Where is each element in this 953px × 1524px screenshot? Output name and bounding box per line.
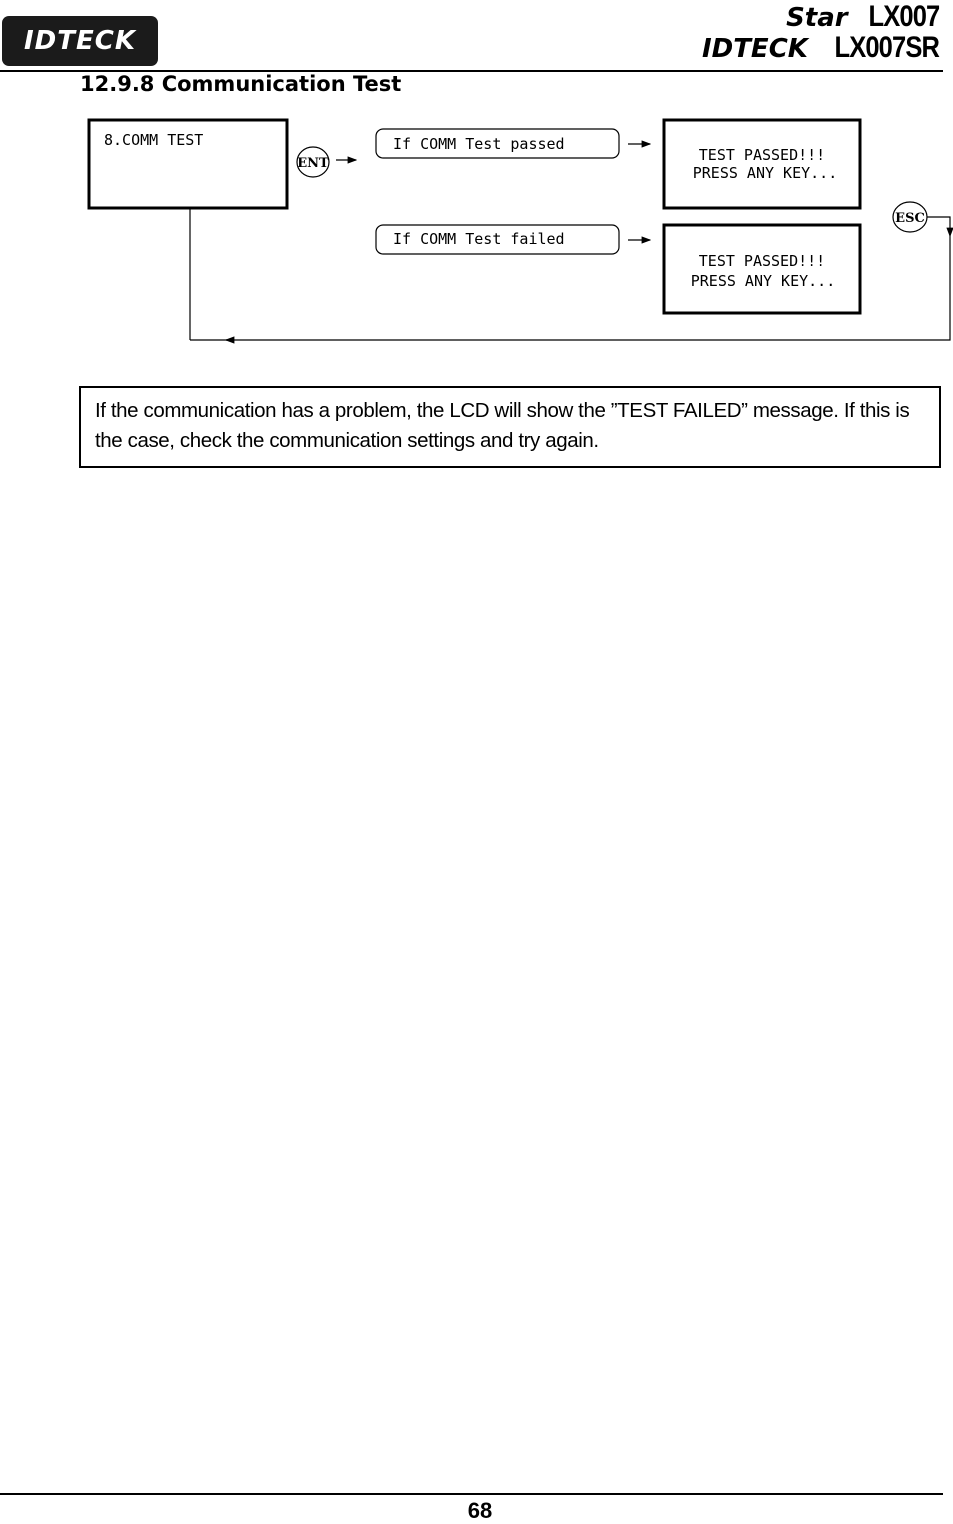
failed-result-line1: TEST PASSED!!! (698, 252, 826, 270)
passed-result-screen (664, 120, 860, 208)
comm-test-flow-diagram (0, 110, 953, 350)
product-header (702, 0, 939, 62)
page-number: 68 (467, 1498, 493, 1523)
passed-result-line2: PRESS ANY KEY... (692, 164, 838, 182)
menu-screen-text: 8.COMM TEST (104, 131, 204, 149)
failed-condition-text: If COMM Test failed (393, 230, 565, 248)
logo-text: IDTECK (24, 26, 136, 56)
brand-star: Star (786, 3, 848, 33)
passed-result-line1: TEST PASSED!!! (698, 146, 826, 164)
section-title: 12.9.8 Communication Test (80, 72, 402, 96)
brand-idteck: IDTECK (701, 34, 808, 64)
esc-key-label: ESC (895, 211, 925, 226)
esc-key (893, 202, 927, 232)
model-lx007sr: LX007SR (834, 31, 939, 64)
passed-condition-text: If COMM Test passed (393, 135, 565, 153)
footer-divider (0, 1493, 943, 1495)
note-box: If the communication has a problem, the LCD will show the ”TEST FAILED” message. If this is the case, check the communication settings and try again. (79, 386, 941, 468)
ent-key (297, 147, 329, 177)
failed-result-line2: PRESS ANY KEY... (690, 272, 836, 290)
ent-key-label: ENT (297, 156, 329, 171)
company-logo (2, 16, 158, 66)
passed-condition-box (376, 129, 619, 158)
menu-screen-box (89, 120, 287, 208)
model-lx007: LX007 (868, 0, 939, 33)
esc-line (927, 217, 950, 236)
failed-condition-box (376, 225, 619, 254)
failed-result-screen (664, 225, 860, 313)
